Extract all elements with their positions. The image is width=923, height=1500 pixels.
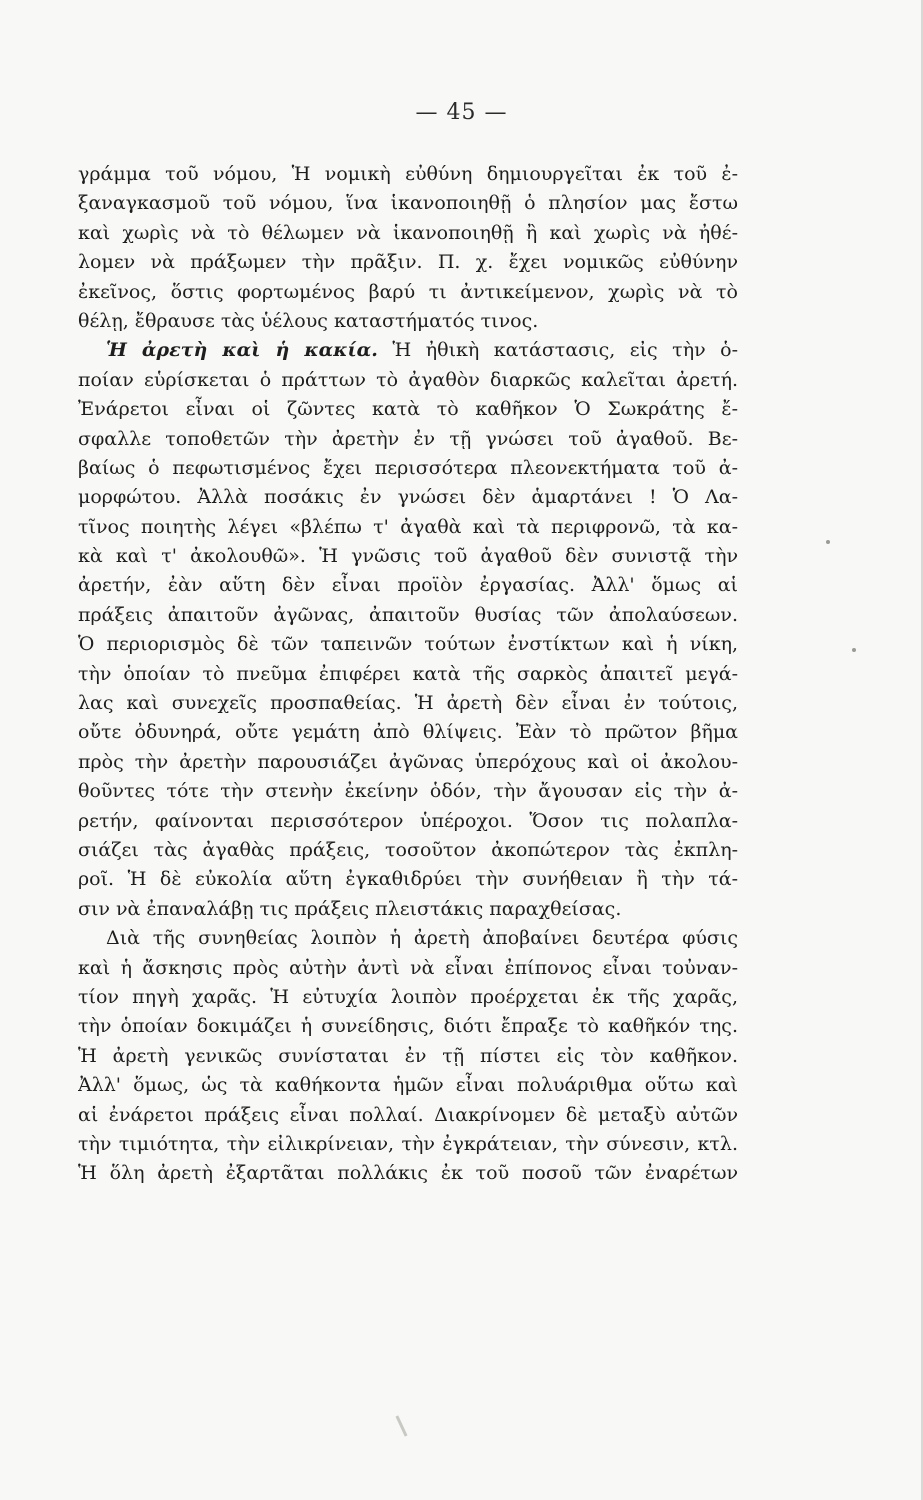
text-line: Ἡ ἀρετὴ γενικῶς συνίσταται ἐν τῇ πίστει εἰς τὸν καθῆκον.	[78, 1044, 738, 1067]
scan-artifact-spot	[826, 540, 830, 544]
text-line: γράμμα τοῦ νόμου, Ἡ νομικὴ εὐθύνη δημιουργεῖται ἐκ τοῦ ἐ-	[78, 163, 738, 185]
page-number: — 45 —	[415, 100, 508, 125]
text-line: σιν νὰ ἐπαναλάβῃ τις πράξεις πλειστάκις παραχθείσας.	[78, 897, 622, 920]
text-line: αἱ ἐνάρετοι πράξεις εἶναι πολλαί. Διακρίνομεν δὲ μεταξὺ αὐτῶν	[78, 1103, 738, 1126]
text-line: λας καὶ συνεχεῖς προσπαθείας. Ἡ ἀρετὴ δὲν εἶναι ἐν τούτοις,	[78, 692, 738, 715]
text-line: κὰ καὶ τ' ἀκολουθῶ». Ἡ γνῶσις τοῦ ἀγαθοῦ δὲν συνιστᾷ τὴν	[78, 545, 738, 568]
text-line: τὴν ὁποίαν τὸ πνεῦμα ἐπιφέρει κατὰ τῆς σαρκὸς ἀπαιτεῖ μεγά-	[78, 662, 738, 685]
text-line: τὴν τιμιότητα, τὴν εἰλικρίνειαν, τὴν ἐγκράτειαν, τὴν σύνεσιν, κτλ.	[78, 1132, 738, 1155]
text-line: Ἐνάρετοι εἶναι οἱ ζῶντες κατὰ τὸ καθῆκον Ὁ Σωκράτης ἔ-	[78, 398, 738, 421]
text-line: τὴν ὁποίαν δοκιμάζει ἡ συνείδησις, διότι ἔπραξε τὸ καθῆκόν της.	[78, 1015, 738, 1038]
text-line: οὔτε ὀδυνηρά, οὔτε γεμάτη ἀπὸ θλίψεις. Ἐὰν τὸ πρῶτον βῆμα	[78, 721, 738, 744]
text-line: σιάζει τὰς ἀγαθὰς πράξεις, τοσοῦτον ἀκοπώτερον τὰς ἐκπλη-	[78, 838, 738, 861]
text-line: θοῦντες τότε τὴν στενὴν ἐκείνην ὁδόν, τὴν ἄγουσαν εἰς τὴν ἀ-	[78, 780, 738, 803]
text-line: τίον πηγὴ χαρᾶς. Ἡ εὐτυχία λοιπὸν προέρχεται ἐκ τῆς χαρᾶς,	[78, 985, 738, 1008]
text-line: ρετήν, φαίνονται περισσότερον ὑπέροχοι. Ὅσον τις πολαπλα-	[78, 809, 738, 832]
text-line: Ἡ ὅλη ἀρετὴ ἐξαρτᾶται πολλάκις ἐκ τοῦ ποσοῦ τῶν ἐναρέτων	[78, 1162, 738, 1185]
scan-artifact-spot	[852, 648, 856, 652]
text-line: Ἀλλ' ὅμως, ὡς τὰ καθήκοντα ἡμῶν εἶναι πολυάριθμα οὕτω καὶ	[78, 1074, 738, 1097]
text-line: σφαλλε τοποθετῶν τὴν ἀρετὴν ἐν τῇ γνώσει τοῦ ἀγαθοῦ. Βε-	[78, 427, 738, 450]
section-heading-continuation: Ἡ ἠθικὴ κατάστασις, εἰς τὴν ὁ-	[377, 339, 738, 362]
text-line: μορφώτου. Ἀλλὰ ποσάκις ἐν γνώσει δὲν ἁμαρτάνει ! Ὁ Λα-	[78, 486, 738, 509]
text-line: Διὰ τῆς συνηθείας λοιπὸν ἡ ἀρετὴ ἀποβαίνει δευτέρα φύσις	[106, 927, 738, 950]
scan-artifact-mark	[395, 1415, 407, 1436]
text-line: ἀρετήν, ἐὰν αὕτη δὲν εἶναι προϊὸν ἐργασίας. Ἀλλ' ὅμως αἱ	[78, 574, 738, 597]
page-body-text	[78, 160, 738, 1189]
section-heading-line	[78, 336, 738, 365]
text-line: τῖνος ποιητὴς λέγει «βλέπω τ' ἀγαθὰ καὶ τὰ περιφρονῶ, τὰ κα-	[78, 515, 738, 538]
section-heading: Ἡ ἀρετὴ καὶ ἡ κακία.	[106, 339, 378, 362]
text-line: Ὁ περιορισμὸς δὲ τῶν ταπεινῶν τούτων ἐνστίκτων καὶ ἡ νίκη,	[78, 633, 738, 656]
text-line: ροῖ. Ἡ δὲ εὐκολία αὕτη ἐγκαθιδρύει τὴν συνήθειαν ἢ τὴν τά-	[78, 868, 738, 891]
text-line: καὶ χωρὶς νὰ τὸ θέλωμεν νὰ ἱκανοποιηθῇ ἢ καὶ χωρὶς νὰ ἠθέ-	[78, 221, 738, 244]
text-line: θέλῃ, ἔθραυσε τὰς ὑέλους καταστήματός τινος.	[78, 309, 539, 332]
text-line: πρὸς τὴν ἀρετὴν παρουσιάζει ἀγῶνας ὑπερόχους καὶ οἱ ἀκολου-	[78, 750, 738, 773]
text-line: πράξεις ἀπαιτοῦν ἀγῶνας, ἀπαιτοῦν θυσίας τῶν ἀπολαύσεων.	[78, 603, 738, 626]
text-line: ποίαν εὑρίσκεται ὁ πράττων τὸ ἀγαθὸν διαρκῶς καλεῖται ἀρετή.	[78, 368, 738, 391]
text-line: ξαναγκασμοῦ τοῦ νόμου, ἵνα ἱκανοποιηθῇ ὁ πλησίον μας ἔστω	[78, 192, 738, 215]
text-line: λομεν νὰ πράξωμεν τὴν πρᾶξιν. Π. χ. ἔχει νομικῶς εὐθύνην	[78, 251, 738, 274]
text-line: βαίως ὁ πεφωτισμένος ἔχει περισσότερα πλεονεκτήματα τοῦ ἀ-	[78, 456, 738, 479]
text-line: ἐκεῖνος, ὅστις φορτωμένος βαρύ τι ἀντικείμενον, χωρὶς νὰ τὸ	[78, 280, 738, 303]
text-line: καὶ ἡ ἄσκησις πρὸς αὐτὴν ἀντὶ νὰ εἶναι ἐπίπονος εἶναι τοὐναν-	[78, 956, 738, 979]
